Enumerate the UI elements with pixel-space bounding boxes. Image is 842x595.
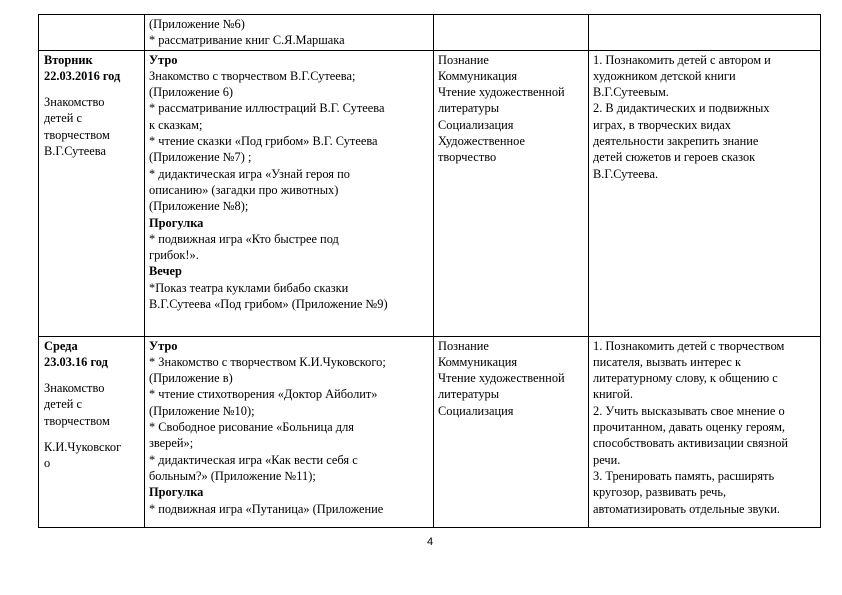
cell-heading: Вторник xyxy=(44,52,93,67)
cell-line: В.Г.Сутеева. xyxy=(593,166,659,181)
table-row xyxy=(39,15,821,51)
cell-line: В.Г.Сутеевым. xyxy=(593,85,669,100)
cell-line: * подвижная игра «Кто быстрее под xyxy=(149,231,339,246)
cell-line: 2. Учить высказывать свое мнение о xyxy=(593,403,785,418)
cell-line: (Приложение 6) xyxy=(149,85,234,100)
cell-line: Социализация xyxy=(438,117,514,132)
cell-line: больным?» (Приложение №11); xyxy=(149,468,316,483)
cell-line: Чтение художественной xyxy=(438,85,565,100)
day-cell xyxy=(39,336,145,527)
cell-line: художником детской книги xyxy=(593,68,736,83)
cell-line: способствовать активизации связной xyxy=(593,436,789,451)
cell-line: * подвижная игра «Путаница» (Приложение xyxy=(149,501,384,516)
cell-line: литературы xyxy=(438,387,500,402)
cell-line: * Свободное рисование «Больница для xyxy=(149,420,354,435)
cell-line: 3. Тренировать память, расширять xyxy=(593,468,775,483)
cell-line: писателя, вызвать интерес к xyxy=(593,354,741,369)
goals-cell xyxy=(589,336,821,527)
cell-line: речи. xyxy=(593,452,621,467)
cell-line: (Приложение №8); xyxy=(149,199,249,214)
cell-line: кругозор, развивать речь, xyxy=(593,485,727,500)
cell-line: * рассматривание иллюстраций В.Г. Сутеева xyxy=(149,101,385,116)
cell-line xyxy=(44,84,141,94)
lesson-plan-table xyxy=(38,14,821,528)
cell-line: 2. В дидактических и подвижных xyxy=(593,101,770,116)
page-number: 4 xyxy=(427,536,434,548)
cell-heading: Вечер xyxy=(149,264,182,279)
cell-line: * Знакомство с творчеством К.И.Чуковского; xyxy=(149,354,386,369)
table-row xyxy=(39,336,821,527)
cell-line: детей с xyxy=(44,397,82,412)
activities-cell xyxy=(145,336,434,527)
cell-line: книгой. xyxy=(593,387,633,402)
cell-heading: Прогулка xyxy=(149,215,204,230)
table-body xyxy=(39,15,821,528)
cell-line: автоматизировать отдельные звуки. xyxy=(593,501,780,516)
cell-line: В.Г.Сутеева xyxy=(44,144,106,159)
cell-line: литературы xyxy=(438,101,500,116)
cell-line: зверей»; xyxy=(149,436,194,451)
day-cell xyxy=(39,15,145,51)
cell-line: Чтение художественной xyxy=(438,371,565,386)
cell-line: Познание xyxy=(438,338,489,353)
table-row xyxy=(39,50,821,336)
cell-line: Коммуникация xyxy=(438,68,518,83)
cell-line: деятельности закрепить знание xyxy=(593,134,759,149)
cell-line: (Приложение в) xyxy=(149,371,233,386)
cell-heading: 23.03.16 год xyxy=(44,354,108,369)
day-cell xyxy=(39,50,145,336)
cell-line: детей сюжетов и героев сказок xyxy=(593,150,756,165)
activities-cell xyxy=(145,15,434,51)
cell-line: (Приложение №10); xyxy=(149,403,255,418)
cell-line: * чтение сказки «Под грибом» В.Г. Сутеева xyxy=(149,134,378,149)
cell-line: грибок!». xyxy=(149,248,199,263)
areas-cell xyxy=(434,15,589,51)
activities-cell xyxy=(145,50,434,336)
cell-line: творчество xyxy=(438,150,497,165)
plan-document xyxy=(38,14,820,528)
cell-line: играх, в творческих видах xyxy=(593,117,731,132)
cell-line: 1. Познакомить детей с автором и xyxy=(593,52,771,67)
cell-line: (Приложение №7) ; xyxy=(149,150,252,165)
cell-line: детей с xyxy=(44,111,82,126)
cell-line: * дидактическая игра «Узнай героя по xyxy=(149,166,350,181)
areas-cell xyxy=(434,336,589,527)
cell-heading: 22.03.2016 год xyxy=(44,68,121,83)
goals-cell xyxy=(589,15,821,51)
cell-line: * дидактическая игра «Как вести себя с xyxy=(149,452,358,467)
cell-line: о xyxy=(44,456,51,471)
cell-line: К.И.Чуковског xyxy=(44,440,122,455)
areas-cell xyxy=(434,50,589,336)
cell-line xyxy=(44,429,141,439)
cell-line xyxy=(44,370,141,380)
cell-heading: Среда xyxy=(44,338,78,353)
cell-line: Социализация xyxy=(438,403,514,418)
cell-line: Художественное xyxy=(438,134,525,149)
cell-line: *Показ театра куклами бибабо сказки xyxy=(149,280,349,295)
cell-line: творчеством xyxy=(44,413,110,428)
cell-line: литературному слову, к общению с xyxy=(593,371,778,386)
cell-heading: Утро xyxy=(149,338,178,353)
cell-line: 1. Познакомить детей с творчеством xyxy=(593,338,785,353)
cell-line: Знакомство xyxy=(44,95,105,110)
goals-cell xyxy=(589,50,821,336)
cell-line: * рассматривание книг С.Я.Маршака xyxy=(149,33,345,48)
cell-line: Знакомство xyxy=(44,381,105,396)
cell-line: (Приложение №6) xyxy=(149,17,245,31)
cell-line: Знакомство с творчеством В.Г.Сутеева; xyxy=(149,68,356,83)
cell-line: прочитанном, давать оценку героям, xyxy=(593,420,786,435)
cell-heading: Прогулка xyxy=(149,485,204,500)
cell-line: к сказкам; xyxy=(149,117,203,132)
cell-line: Познание xyxy=(438,52,489,67)
cell-line: творчеством xyxy=(44,127,110,142)
cell-line: Коммуникация xyxy=(438,354,518,369)
cell-line: описанию» (загадки про животных) xyxy=(149,182,339,197)
cell-line: * чтение стихотворения «Доктор Айболит» xyxy=(149,387,378,402)
cell-line: В.Г.Сутеева «Под грибом» (Приложение №9) xyxy=(149,297,388,312)
cell-heading: Утро xyxy=(149,52,178,67)
